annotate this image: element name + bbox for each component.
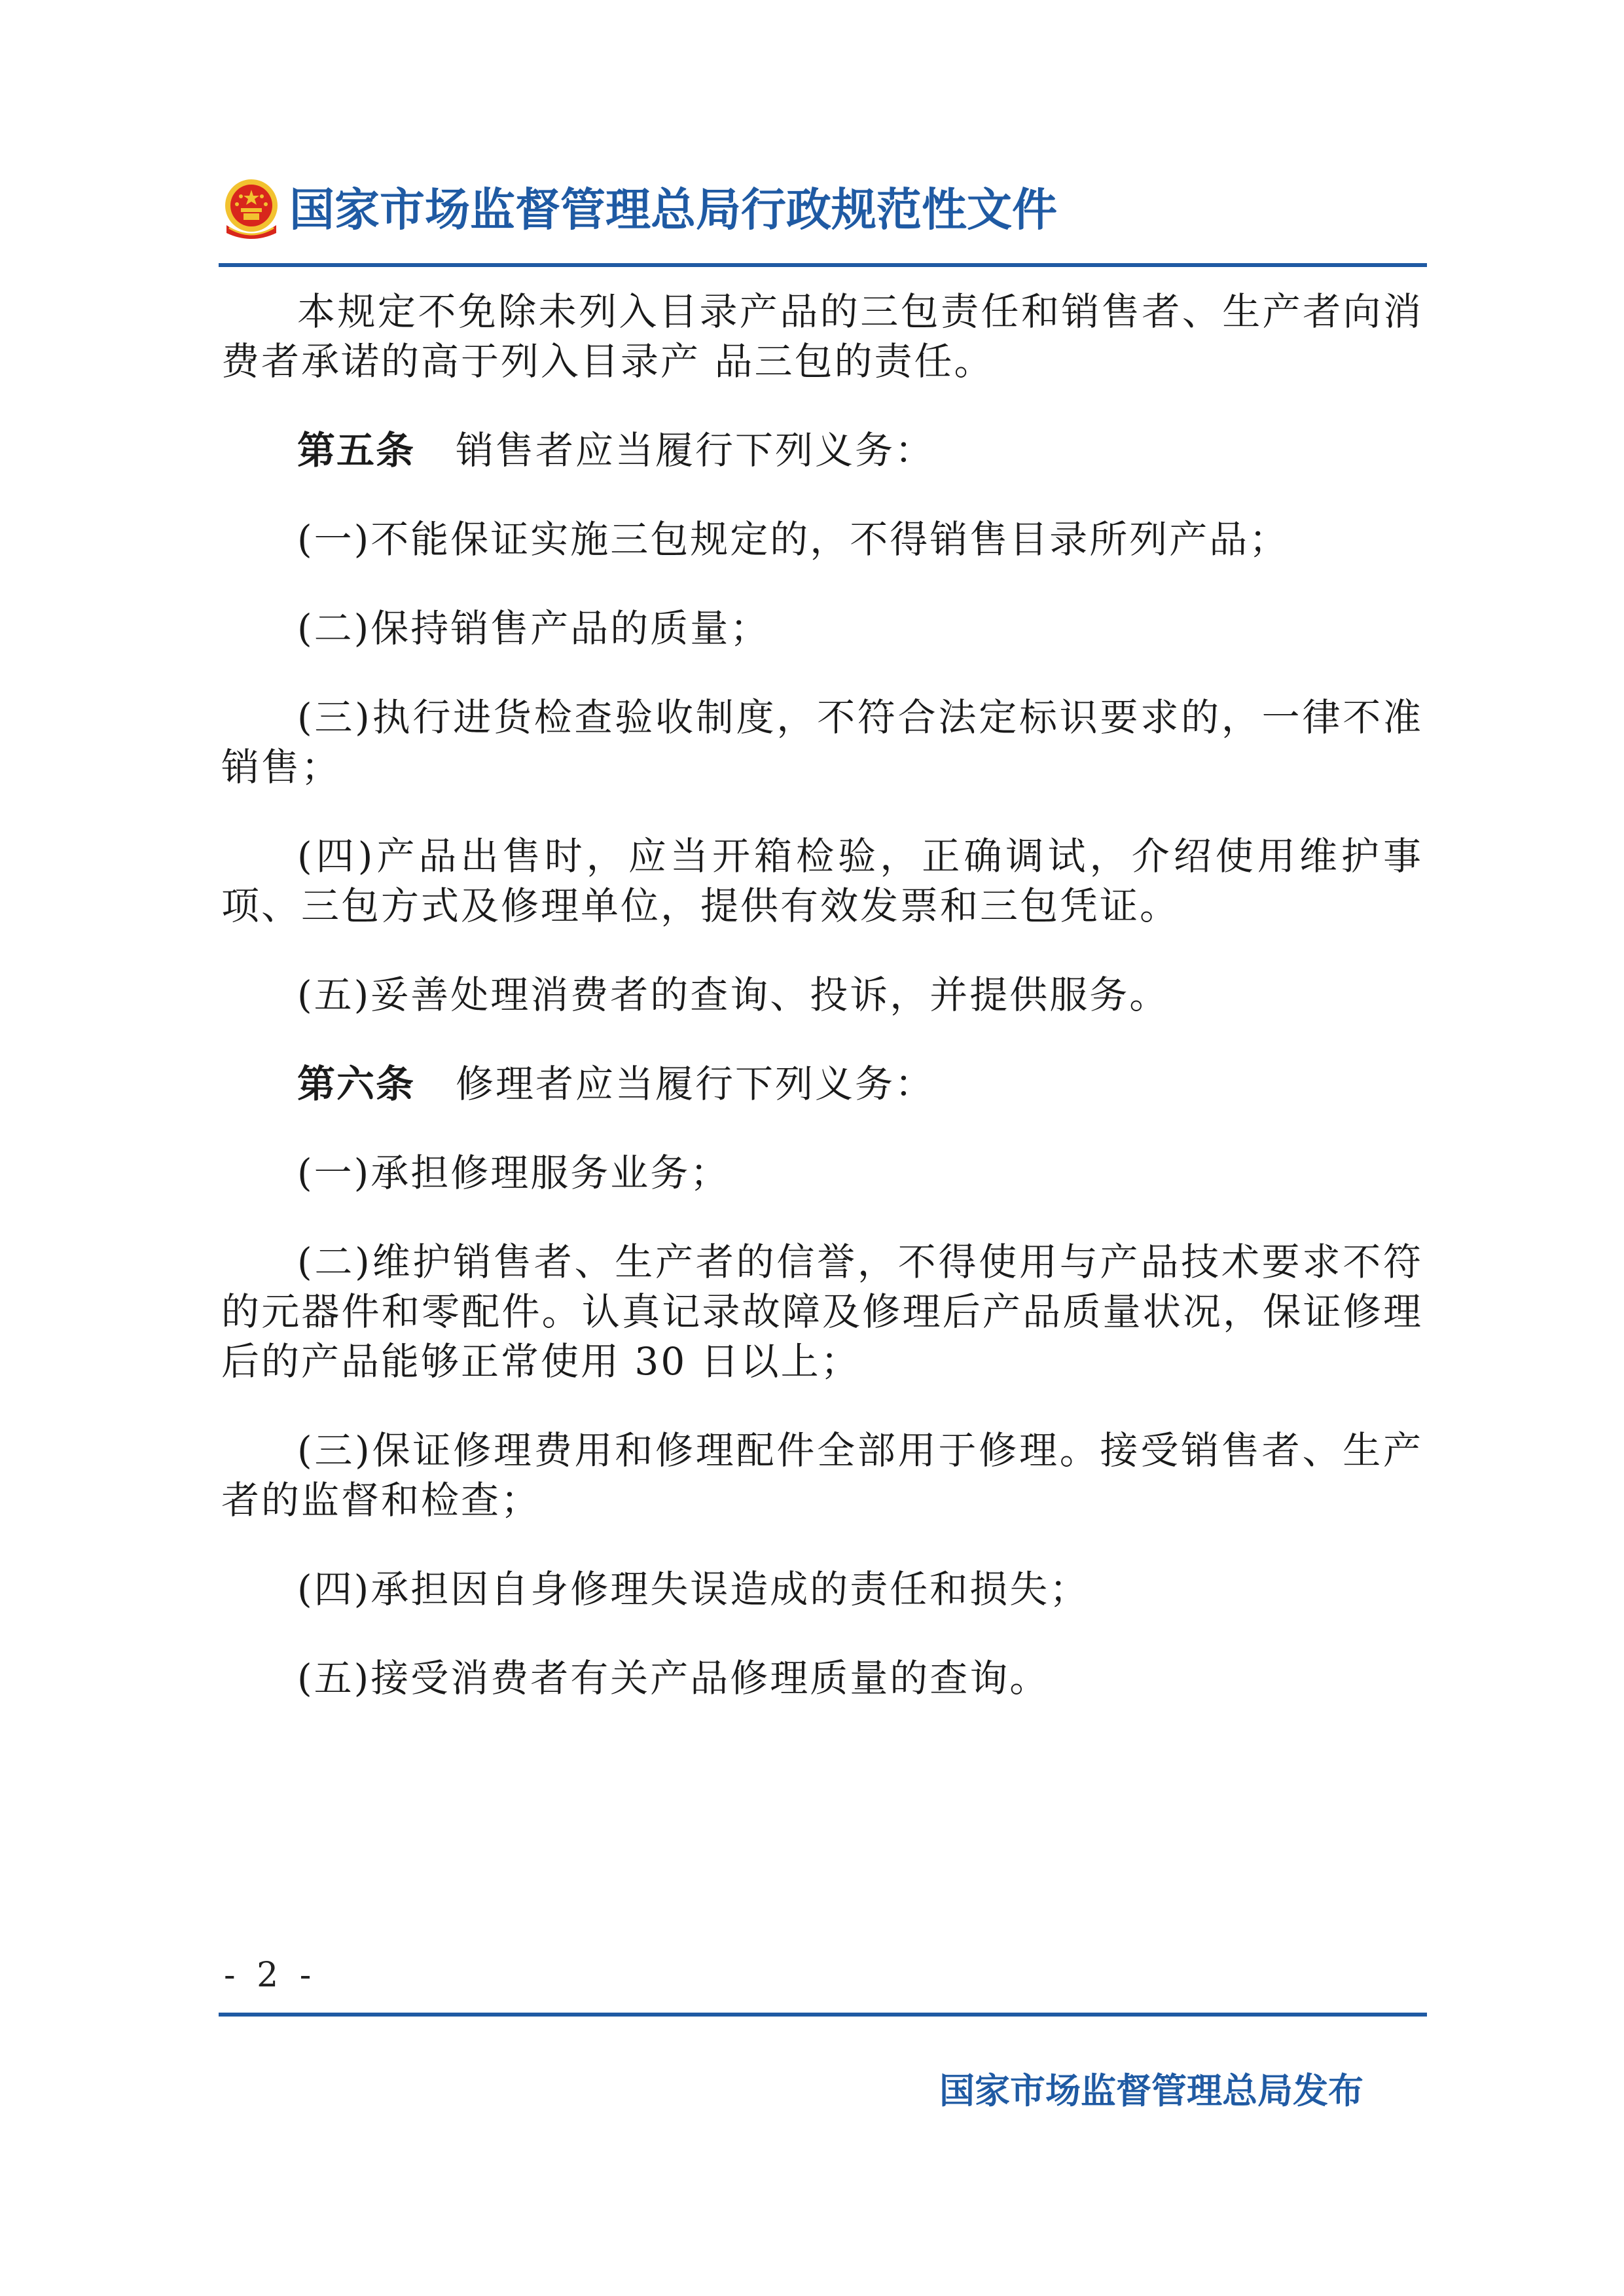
list-item: (三)保证修理费用和修理配件全部用于修理。接受销售者、生产者的监督和检查； <box>221 1428 1423 1522</box>
article-heading <box>221 1059 1423 1109</box>
page-number: - 2 - <box>224 1956 317 1995</box>
list-item: (一)承担修理服务业务； <box>297 1151 731 1195</box>
article-5-title: 第五条 <box>297 428 416 473</box>
header-divider <box>219 263 1427 267</box>
list-item: (一)不能保证实施三包规定的，不得销售目录所列产品； <box>297 517 1290 562</box>
list-item: (二)维护销售者、生产者的信誉，不得使用与产品技术要求不符的元器件和零配件。认真记录故障及修理后产品质量状况，保证修理后的产品能够正常使用 30 日以上； <box>221 1240 1423 1384</box>
national-emblem-icon <box>221 177 281 242</box>
list-item: (四)产品出售时，应当开箱检验，正确调试，介绍使用维护事项、三包方式及修理单位，提供有效发票和三包凭证。 <box>221 834 1423 928</box>
list-item: (五)妥善处理消费者的查询、投诉，并提供服务。 <box>297 973 1170 1017</box>
article-5-text: 销售者应当履行下列义务： <box>456 428 935 473</box>
list-item: (二)保持销售产品的质量； <box>297 606 770 651</box>
document-header <box>221 171 1426 250</box>
article-6-title: 第六条 <box>297 1062 416 1106</box>
list-item: (四)承担因自身修理失误造成的责任和损失； <box>297 1567 1090 1611</box>
paragraph: 本规定不免除未列入目录产品的三包责任和销售者、生产者向消费者承诺的高于列入目录产 品三包的责任。 <box>221 289 1423 384</box>
document-body <box>221 287 1423 1742</box>
article-6-text: 修理者应当履行下列义务： <box>456 1062 935 1106</box>
footer-publisher: 国家市场监督管理总局发布 <box>939 2070 1363 2111</box>
list-item: (三)执行进货检查验收制度，不符合法定标识要求的，一律不准销售； <box>221 695 1423 789</box>
header-title: 国家市场监督管理总局行政规范性文件 <box>289 184 1057 236</box>
list-item: (五)接受消费者有关产品修理质量的查询。 <box>297 1656 1050 1700</box>
footer-divider <box>219 2013 1427 2017</box>
article-heading <box>221 425 1423 475</box>
